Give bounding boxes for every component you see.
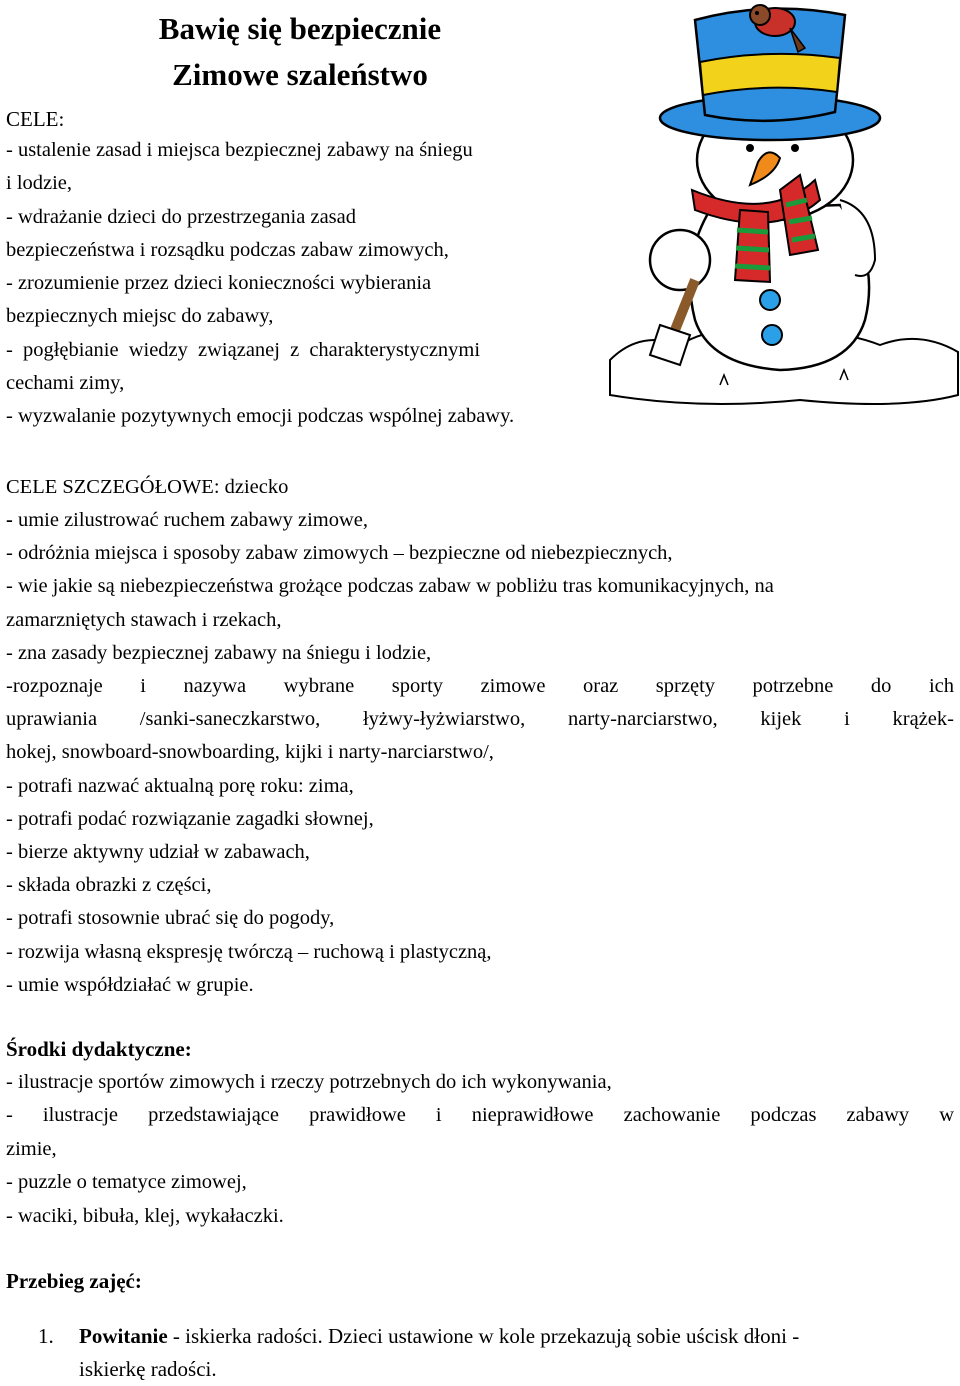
page-title: Bawię się bezpiecznie (158, 11, 442, 46)
cele-szczegolowe-line: - zna zasady bezpiecznej zabawy na śniegu i lodzie, (6, 641, 432, 664)
title-block (0, 6, 600, 98)
item-bold: Powitanie (79, 1324, 168, 1348)
cele-szczegolowe-line: hokej, snowboard-snowboarding, kijki i narty-narciarstwo/, (6, 741, 494, 764)
item-cont: iskierkę radości. (79, 1357, 217, 1381)
cele-szczegolowe-section (6, 471, 954, 1002)
cele-line: i lodzie, (6, 172, 73, 195)
cele-line: bezpiecznych miejsc do zabawy, (6, 305, 274, 328)
cele-szczegolowe-line: - rozwija własną ekspresję twórczą – ruchową i plastyczną, (6, 940, 492, 963)
item-number: 1. (38, 1324, 54, 1348)
page-subtitle: Zimowe szaleństwo (172, 57, 428, 92)
cele-szczegolowe-heading: CELE SZCZEGÓŁOWE: dziecko (6, 476, 289, 498)
srodki-line: - ilustracje sportów zimowych i rzeczy potrzebnych do ich wykonywania, (6, 1071, 612, 1093)
cele-line: - pogłębianie wiedzy związanej z charakterystycznymi (6, 338, 481, 361)
srodki-section (6, 1033, 954, 1233)
przebieg-heading: Przebieg zajęć: (6, 1269, 142, 1293)
item-text (79, 1320, 958, 1386)
srodki-line: - ilustracje przedstawiające prawidłowe i nieprawidłowe zachowanie podczas zabawy w (6, 1104, 954, 1127)
cele-szczegolowe-line: - wie jakie są niebezpieczeństwa grożące podczas zabaw w pobliżu tras komunikacyjnych, na (6, 575, 774, 598)
item-rest: - iskierka radości. Dzieci ustawione w kole przekazują sobie uścisk dłoni - (167, 1324, 800, 1348)
cele-line: - wyzwalanie pozytywnych emocji podczas wspólnej zabawy. (6, 405, 515, 428)
cele-szczegolowe-line: - umie zilustrować ruchem zabawy zimowe, (6, 509, 369, 531)
cele-line: cechami zimy, (6, 372, 125, 395)
cele-szczegolowe-line: - potrafi nazwać aktualną porę roku: zima, (6, 774, 354, 797)
cele-szczegolowe-line: - bierze aktywny udział w zabawach, (6, 841, 310, 864)
srodki-line: - puzzle o tematyce zimowej, (6, 1171, 247, 1194)
cele-szczegolowe-line: - umie współdziałać w grupie. (6, 973, 254, 996)
cele-section (6, 104, 514, 434)
cele-line: - zrozumienie przez dzieci konieczności wybierania (6, 272, 432, 295)
srodki-line: - waciki, bibuła, klej, wykałaczki. (6, 1204, 284, 1227)
cele-heading: CELE: (6, 107, 65, 131)
cele-szczegolowe-line: - składa obrazki z części, (6, 874, 212, 897)
cele-line: - ustalenie zasad i miejsca bezpiecznej zabawy na śniegu (6, 139, 473, 161)
przebieg-item (38, 1320, 958, 1386)
srodki-heading: Środki dydaktyczne: (6, 1037, 192, 1061)
przebieg-section (6, 1265, 954, 1298)
cele-szczegolowe-line: -rozpoznaje i nazywa wybrane sporty zimowe oraz sprzęty potrzebne do ich (6, 675, 954, 698)
cele-line: bezpieczeństwa i rozsądku podczas zabaw zimowych, (6, 238, 449, 261)
cele-szczegolowe-line: zamarzniętych stawach i rzekach, (6, 608, 282, 631)
cele-line: - wdrażanie dzieci do przestrzegania zasad (6, 205, 357, 228)
cele-szczegolowe-line: - odróżnia miejsca i sposoby zabaw zimowych – bezpieczne od niebezpiecznych, (6, 542, 673, 565)
cele-szczegolowe-line: - potrafi podać rozwiązanie zagadki słownej, (6, 807, 374, 830)
line-text: umie zilustrować ruchem zabawy zimowe, (17, 509, 369, 531)
snowman-icon (600, 0, 960, 410)
cele-szczegolowe-line: uprawiania /sanki-saneczkarstwo, łyżwy-łyżwiarstwo, narty-narciarstwo, kijek i krążek- (6, 708, 954, 731)
cele-szczegolowe-line: - potrafi stosownie ubrać się do pogody, (6, 907, 335, 930)
srodki-line: zimie, (6, 1137, 57, 1160)
